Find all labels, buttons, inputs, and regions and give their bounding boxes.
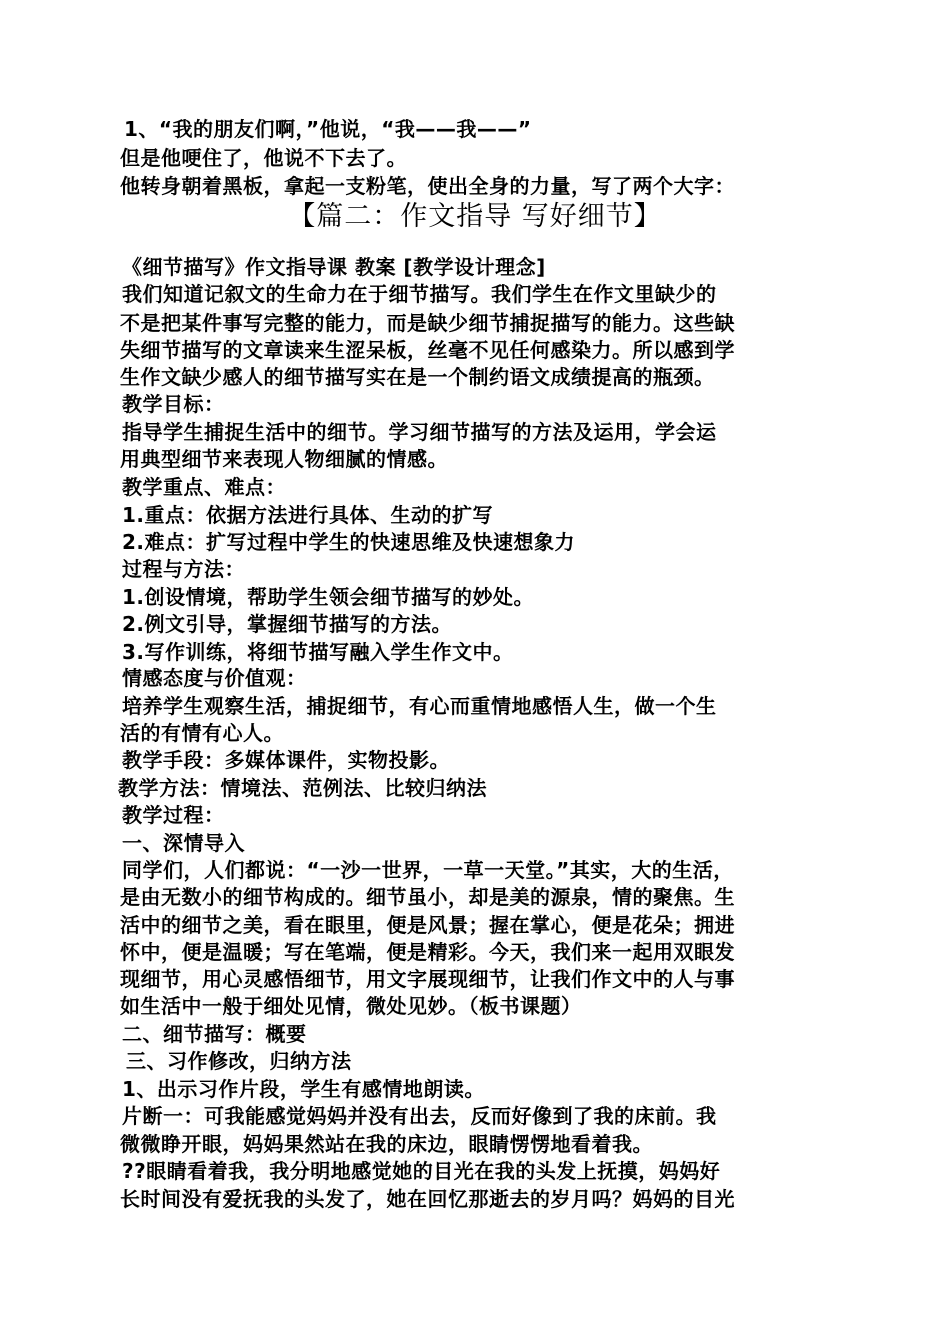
section-title: 三、习作修改，归纳方法 xyxy=(126,1049,352,1073)
paragraph-line: 如生活中一般于细处见情，微处见妙。（板书课题） xyxy=(120,994,582,1018)
paragraph-line: 失细节描写的文章读来生涩呆板，丝毫不见任何感染力。所以感到学 xyxy=(120,338,735,362)
list-item: 2.例文引导，掌握细节描写的方法。 xyxy=(122,612,453,636)
paragraph-line: 片断一：可我能感觉妈妈并没有出去，反而好像到了我的床前。我 xyxy=(122,1104,717,1128)
section-heading: 【篇二：作文指导 写好细节】 xyxy=(288,201,662,232)
subheading-key-points: 教学重点、难点： xyxy=(122,475,286,499)
paragraph-line: 我们知道记叙文的生命力在于细节描写。我们学生在作文里缺少的 xyxy=(122,282,717,306)
paragraph-line: 微微睁开眼，妈妈果然站在我的床边，眼睛愣愣地看着我。 xyxy=(120,1132,653,1156)
paragraph-line: ??眼睛看着我，我分明地感觉她的目光在我的头发上抚摸，妈妈好 xyxy=(122,1159,721,1183)
paragraph-line: 培养学生观察生活，捕捉细节，有心而重情地感悟人生，做一个生 xyxy=(122,694,717,718)
intro-line-3: 他转身朝着黑板，拿起一支粉笔，使出全身的力量，写了两个大字： xyxy=(120,174,735,198)
subheading-process: 过程与方法： xyxy=(122,557,245,581)
paragraph-line: 是由无数小的细节构成的。细节虽小，却是美的源泉，情的聚焦。生 xyxy=(120,885,735,909)
lesson-title: 《细节描写》作文指导课 教案 [教学设计理念] xyxy=(122,255,546,279)
intro-line-1: 1、“我的朋友们啊，”他说，“我——我——” xyxy=(124,117,532,141)
paragraph-line: 教学方法：情境法、范例法、比较归纳法 xyxy=(118,776,487,800)
paragraph-line: 活中的细节之美，看在眼里，便是风景；握在掌心，便是花朵；拥进 xyxy=(120,913,735,937)
intro-line-2: 但是他哽住了，他说不下去了。 xyxy=(120,146,407,170)
paragraph-line: 活的有情有心人。 xyxy=(120,721,284,745)
paragraph-line: 长时间没有爱抚我的头发了，她在回忆那逝去的岁月吗？妈妈的目光 xyxy=(120,1187,735,1211)
subheading-values: 情感态度与价值观： xyxy=(122,666,307,690)
list-item: 3.写作训练，将细节描写融入学生作文中。 xyxy=(122,640,514,664)
paragraph-line: 怀中，便是温暖；写在笔端，便是精彩。今天，我们来一起用双眼发 xyxy=(120,940,735,964)
paragraph-line: 不是把某件事写完整的能力，而是缺少细节捕捉描写的能力。这些缺 xyxy=(120,311,735,335)
subheading-objectives: 教学目标： xyxy=(122,392,225,416)
list-item: 1、出示习作片段，学生有感情地朗读。 xyxy=(122,1077,485,1101)
list-item: 1.重点：依据方法进行具体、生动的扩写 xyxy=(122,503,494,527)
list-item: 2.难点：扩写过程中学生的快速思维及快速想象力 xyxy=(122,530,576,554)
paragraph-line: 用典型细节来表现人物细腻的情感。 xyxy=(120,447,448,471)
section-title: 二、细节描写：概要 xyxy=(122,1022,307,1046)
list-item: 1.创设情境，帮助学生领会细节描写的妙处。 xyxy=(122,585,535,609)
paragraph-line: 现细节，用心灵感悟细节，用文字展现细节，让我们作文中的人与事 xyxy=(120,967,735,991)
subheading-teaching-process: 教学过程： xyxy=(122,803,225,827)
paragraph-line: 教学手段：多媒体课件，实物投影。 xyxy=(122,748,450,772)
section-title: 一、深情导入 xyxy=(122,831,245,855)
paragraph-line: 指导学生捕捉生活中的细节。学习细节描写的方法及运用，学会运 xyxy=(122,420,717,444)
paragraph-line: 生作文缺少感人的细节描写实在是一个制约语文成绩提高的瓶颈。 xyxy=(120,365,715,389)
paragraph-line: 同学们，人们都说：“一沙一世界，一草一天堂。”其实，大的生活， xyxy=(122,858,734,882)
